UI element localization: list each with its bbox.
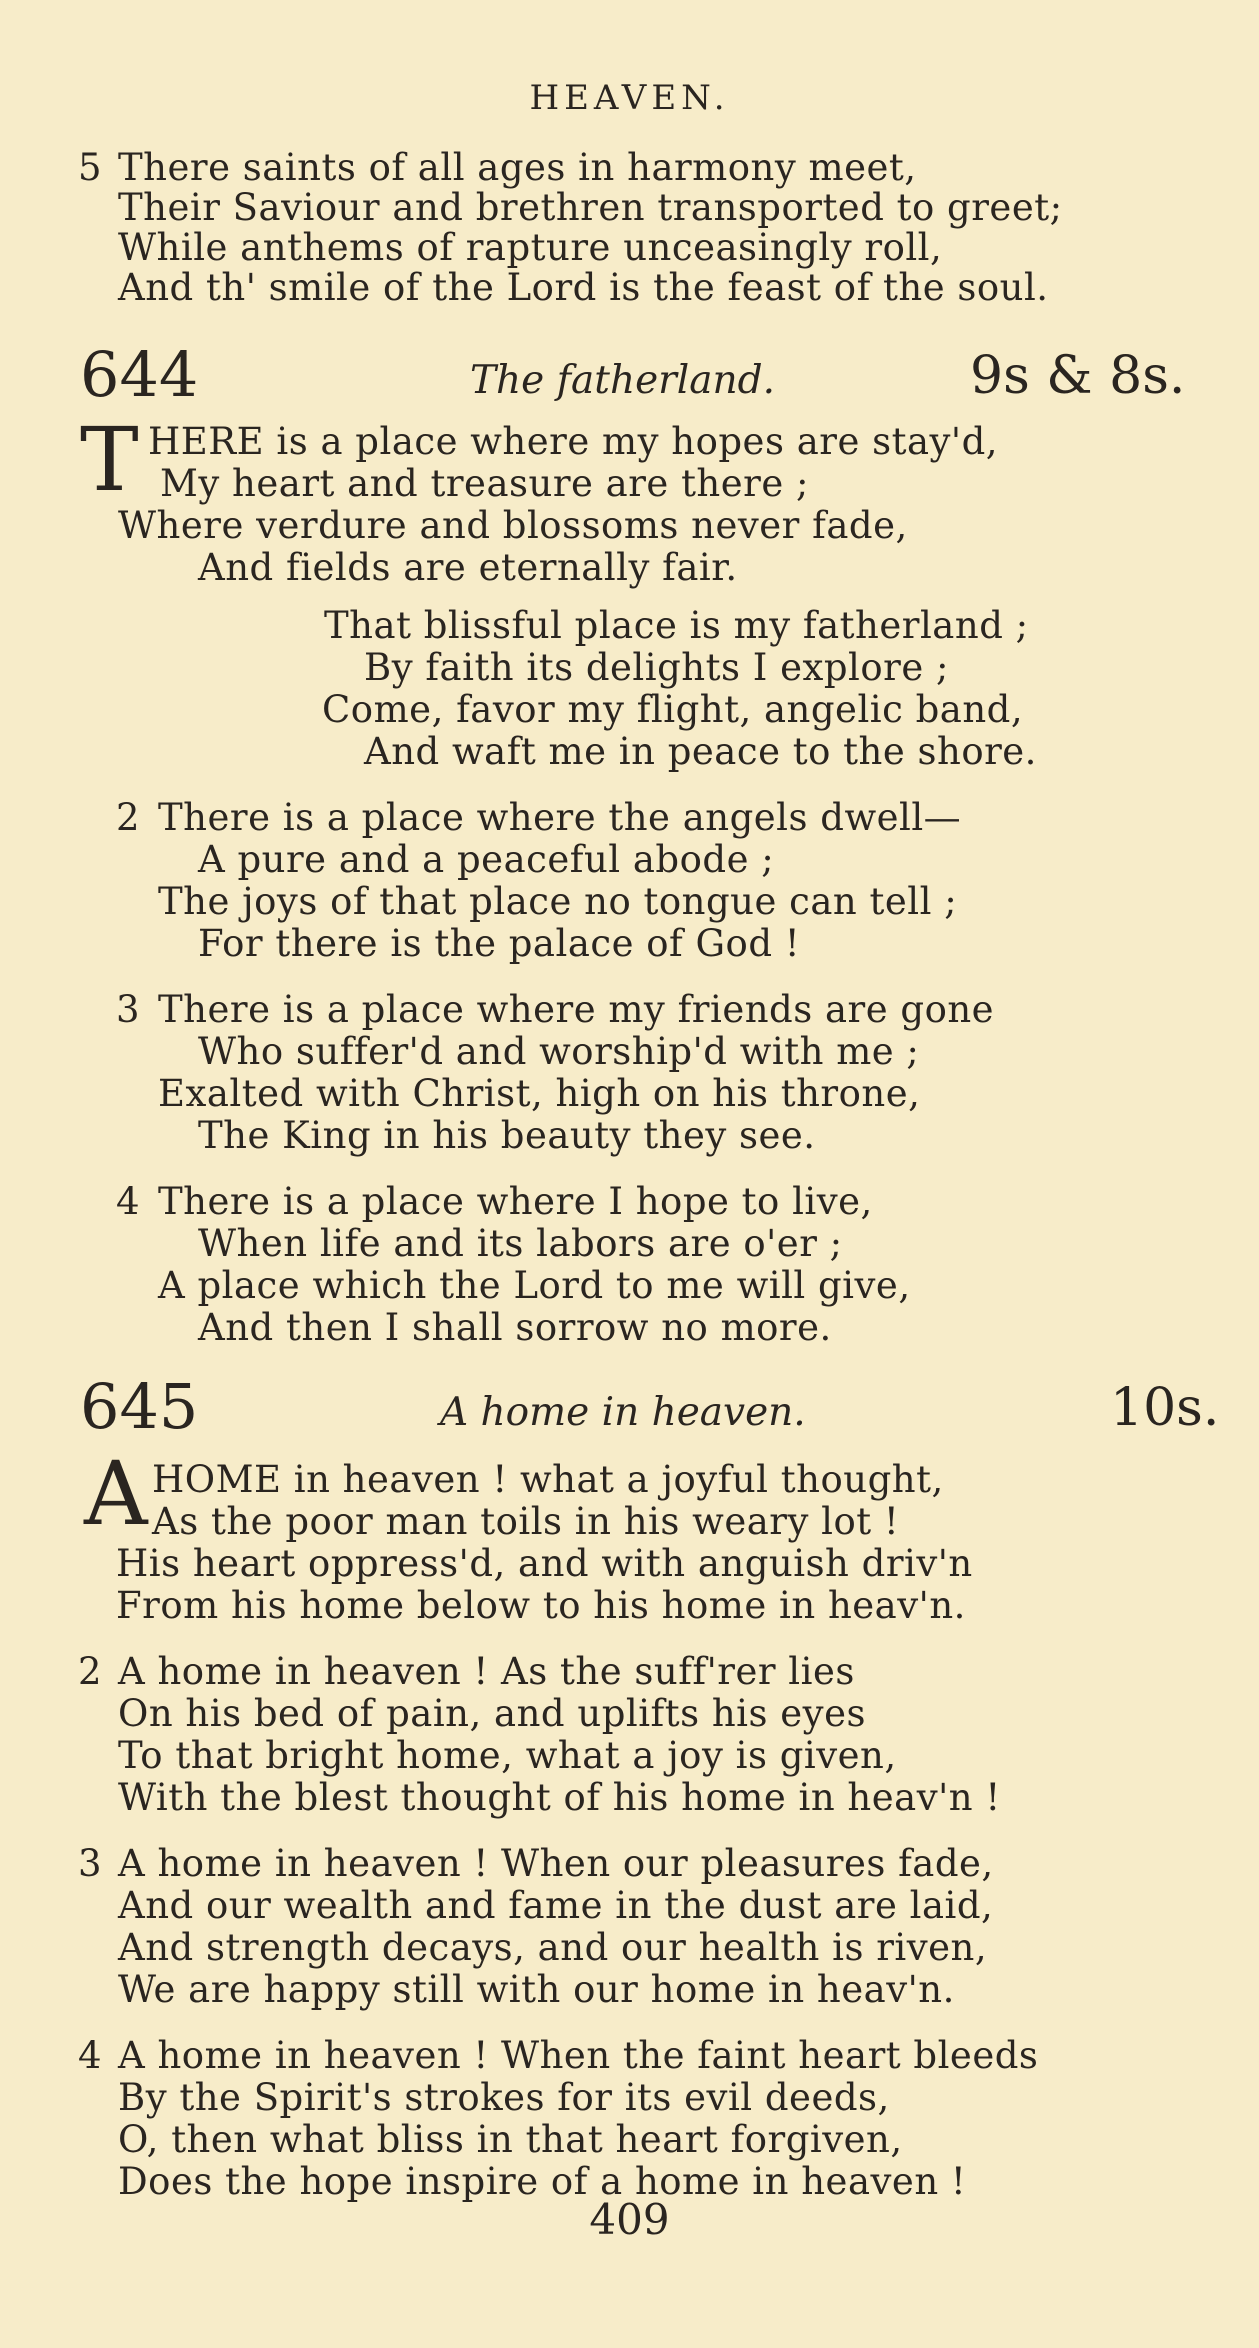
verse-line: Their Saviour and brethren transported to greet;: [118, 186, 1063, 229]
verse-line: There is a place where the angels dwell—: [158, 796, 962, 839]
verse-line: From his home below to his home in heav'n.: [116, 1584, 966, 1627]
verse-line: To that bright home, what a joy is given,: [118, 1734, 897, 1777]
verse-line: We are happy still with our home in heav'n.: [118, 1968, 955, 2011]
hymn-meter: 9s & 8s.: [970, 346, 1186, 406]
chorus-line: And waft me in peace to the shore.: [364, 730, 1037, 773]
drop-cap: A: [84, 1442, 148, 1545]
chorus-line: By faith its delights I explore ;: [364, 646, 949, 689]
verse-line: HOME in heaven ! what a joyful thought,: [152, 1458, 944, 1501]
chorus-line: Come, favor my flight, angelic band,: [322, 688, 1024, 731]
stanza-number: 5: [78, 146, 103, 189]
verse-line: His heart oppress'd, and with anguish driv'n: [116, 1542, 973, 1585]
verse-line: With the blest thought of his home in heav'n !: [118, 1776, 1001, 1819]
hymn-title: A home in heaven.: [440, 1390, 806, 1435]
page-number: 409: [589, 2195, 670, 2244]
verse-line: On his bed of pain, and uplifts his eyes: [118, 1692, 866, 1735]
verse-line: O, then what bliss in that heart forgiven,: [118, 2118, 903, 2161]
verse-line: There is a place where my friends are gone: [158, 988, 995, 1031]
verse-line: A home in heaven ! When the faint heart bleeds: [118, 2034, 1039, 2077]
stanza-number: 2: [116, 796, 141, 839]
stanza-number: 4: [116, 1180, 141, 1223]
verse-line: A home in heaven ! As the suff'rer lies: [118, 1650, 855, 1693]
drop-cap: T: [80, 408, 139, 511]
verse-line: And then I shall sorrow no more.: [198, 1306, 832, 1349]
verse-line: And th' smile of the Lord is the feast of the soul.: [118, 266, 1049, 309]
verse-line: There saints of all ages in harmony meet,: [118, 146, 917, 189]
hymn-title: The fatherland.: [470, 358, 776, 403]
verse-line: A home in heaven ! When our pleasures fade,: [118, 1842, 994, 1885]
verse-line: Where verdure and blossoms never fade,: [118, 504, 908, 547]
verse-line: As the poor man toils in his weary lot !: [152, 1500, 900, 1543]
verse-line: Exalted with Christ, high on his throne,: [158, 1072, 921, 1115]
page-header: HEAVEN.: [529, 78, 730, 118]
verse-line: A place which the Lord to me will give,: [158, 1264, 911, 1307]
chorus-line: That blissful place is my fatherland ;: [324, 604, 1029, 647]
verse-line: And strength decays, and our health is riven,: [118, 1926, 988, 1969]
verse-line: Who suffer'd and worship'd with me ;: [198, 1030, 920, 1073]
hymn-number: 645: [80, 1370, 199, 1443]
verse-line: And our wealth and fame in the dust are laid,: [118, 1884, 994, 1927]
verse-line: A pure and a peaceful abode ;: [198, 838, 775, 881]
stanza-number: 2: [78, 1650, 103, 1693]
verse-line: My heart and treasure are there ;: [160, 462, 809, 505]
stanza-number: 4: [78, 2034, 103, 2077]
verse-line: By the Spirit's strokes for its evil deeds,: [118, 2076, 890, 2119]
verse-line: There is a place where I hope to live,: [158, 1180, 873, 1223]
verse-line: For there is the palace of God !: [198, 922, 801, 965]
verse-line: Does the hope inspire of a home in heaven !: [118, 2160, 967, 2203]
verse-line: HERE is a place where my hopes are stay'd,: [148, 420, 999, 463]
verse-line: And fields are eternally fair.: [198, 546, 738, 589]
hymn-number: 644: [80, 338, 199, 411]
hymn-meter: 10s.: [1110, 1378, 1220, 1438]
verse-line: The joys of that place no tongue can tell ;: [158, 880, 958, 923]
stanza-number: 3: [116, 988, 141, 1031]
verse-line: The King in his beauty they see.: [198, 1114, 816, 1157]
verse-line: When life and its labors are o'er ;: [198, 1222, 843, 1265]
stanza-number: 3: [78, 1842, 103, 1885]
verse-line: While anthems of rapture unceasingly roll,: [118, 226, 943, 269]
